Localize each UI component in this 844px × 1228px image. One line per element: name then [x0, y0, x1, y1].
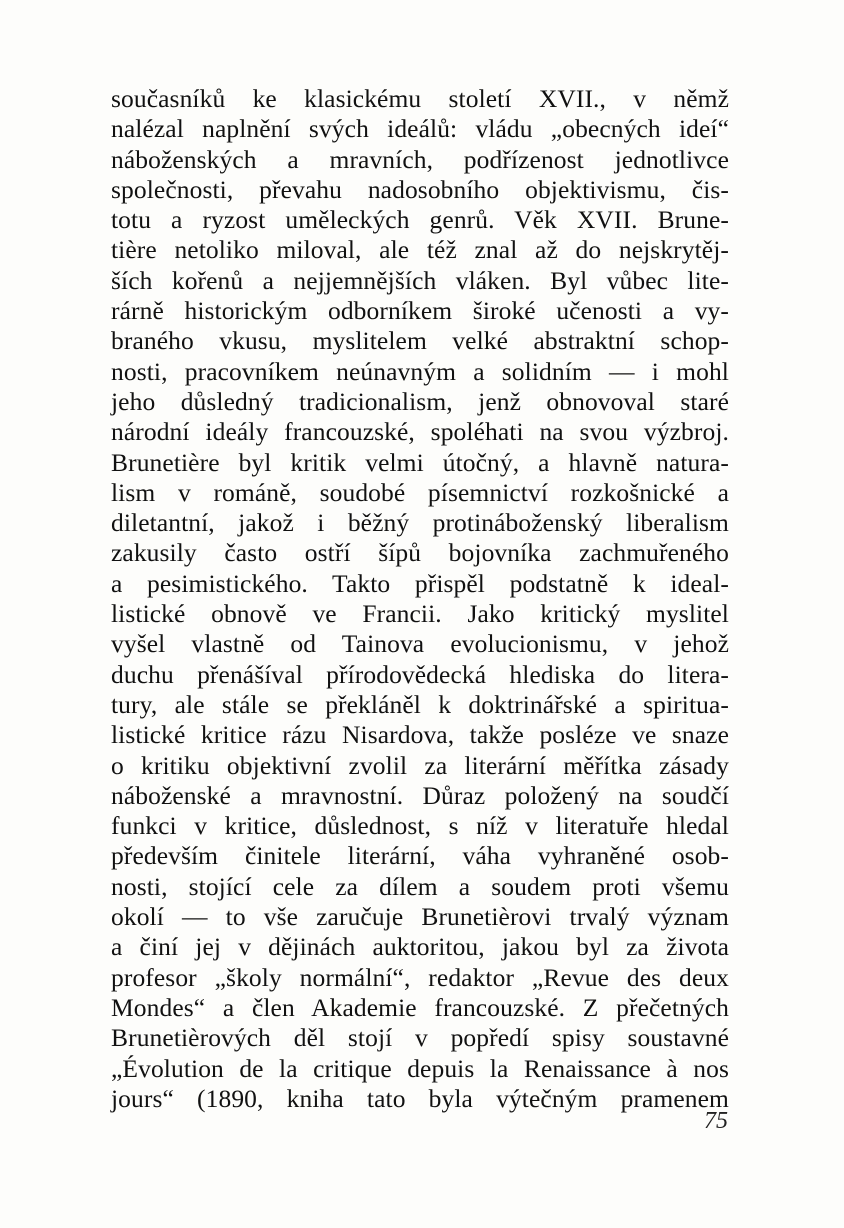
- text-line: náboženské a mravnostní. Důraz položený na soudčí: [111, 780, 729, 810]
- text-line: jeho důsledný tradicionalism, jenž obnovoval staré: [111, 386, 729, 416]
- text-line: Mondes“ a člen Akademie francouzské. Z přečetných: [111, 992, 729, 1022]
- text-line: vyšel vlastně od Tainova evolucionismu, v jehož: [111, 629, 729, 659]
- text-line: náboženských a mravních, podřízenost jednotlivce: [111, 144, 729, 174]
- text-line: duchu přenášíval přírodovědecká hlediska do litera-: [111, 659, 729, 689]
- text-line: ších kořenů a nejjemnějších vláken. Byl vůbec lite-: [111, 265, 729, 295]
- text-line: Brunetière byl kritik velmi útočný, a hlavně natura-: [111, 447, 729, 477]
- text-line: nosti, pracovníkem neúnavným a solidním — i mohl: [111, 356, 729, 386]
- text-line: lism v románě, soudobé písemnictví rozkošnické a: [111, 477, 729, 507]
- text-line: společnosti, převahu nadosobního objektivismu, čis-: [111, 174, 729, 204]
- text-line: a činí jej v dějinách auktoritou, jakou byl za života: [111, 932, 729, 962]
- text-line: národní ideály francouzské, spoléhati na svou výzbroj.: [111, 417, 729, 447]
- body-text: [111, 84, 729, 1114]
- text-line: zakusily často ostří šípů bojovníka zachmuřeného: [111, 538, 729, 568]
- text-line: „Évolution de la critique depuis la Renaissance à nos: [111, 1053, 729, 1083]
- text-line: současníků ke klasickému století XVII., v němž: [111, 84, 729, 113]
- text-line: funkci v kritice, důslednost, s níž v literatuře hledal: [111, 811, 729, 841]
- text-line: nalézal naplnění svých ideálů: vládu „obecných ideí“: [111, 114, 729, 144]
- text-line: profesor „školy normální“, redaktor „Revue des deux: [111, 962, 729, 992]
- text-line: rárně historickým odborníkem široké učenosti a vy-: [111, 296, 729, 326]
- text-line: listické obnově ve Francii. Jako kritický myslitel: [111, 599, 729, 629]
- text-line: tury, ale stále se překláněl k doktrinářské a spiritua-: [111, 689, 729, 719]
- text-line: a pesimistického. Takto přispěl podstatně k ideal-: [111, 568, 729, 598]
- text-line: totu a ryzost uměleckých genrů. Věk XVII. Brune-: [111, 205, 729, 235]
- text-line: listické kritice rázu Nisardova, takže posléze ve snaze: [111, 720, 729, 750]
- text-line: o kritiku objektivní zvolil za literární měřítka zásady: [111, 750, 729, 780]
- text-line: nosti, stojící cele za dílem a soudem proti všemu: [111, 871, 729, 901]
- text-line: Brunetièrových děl stojí v popředí spisy soustavné: [111, 1023, 729, 1053]
- text-line: braného vkusu, myslitelem velké abstraktní schop-: [111, 326, 729, 356]
- page-number: 75: [704, 1108, 728, 1134]
- text-line: diletantní, jakož i běžný protináboženský liberalism: [111, 508, 729, 538]
- text-line: především činitele literární, váha vyhraněné osob-: [111, 841, 729, 871]
- text-line: tière netoliko miloval, ale též znal až do nejskrytěj-: [111, 235, 729, 265]
- text-line: jours“ (1890, kniha tato byla výtečným pramenem: [111, 1083, 729, 1113]
- text-line: okolí — to vše zaručuje Brunetièrovi trvalý význam: [111, 902, 729, 932]
